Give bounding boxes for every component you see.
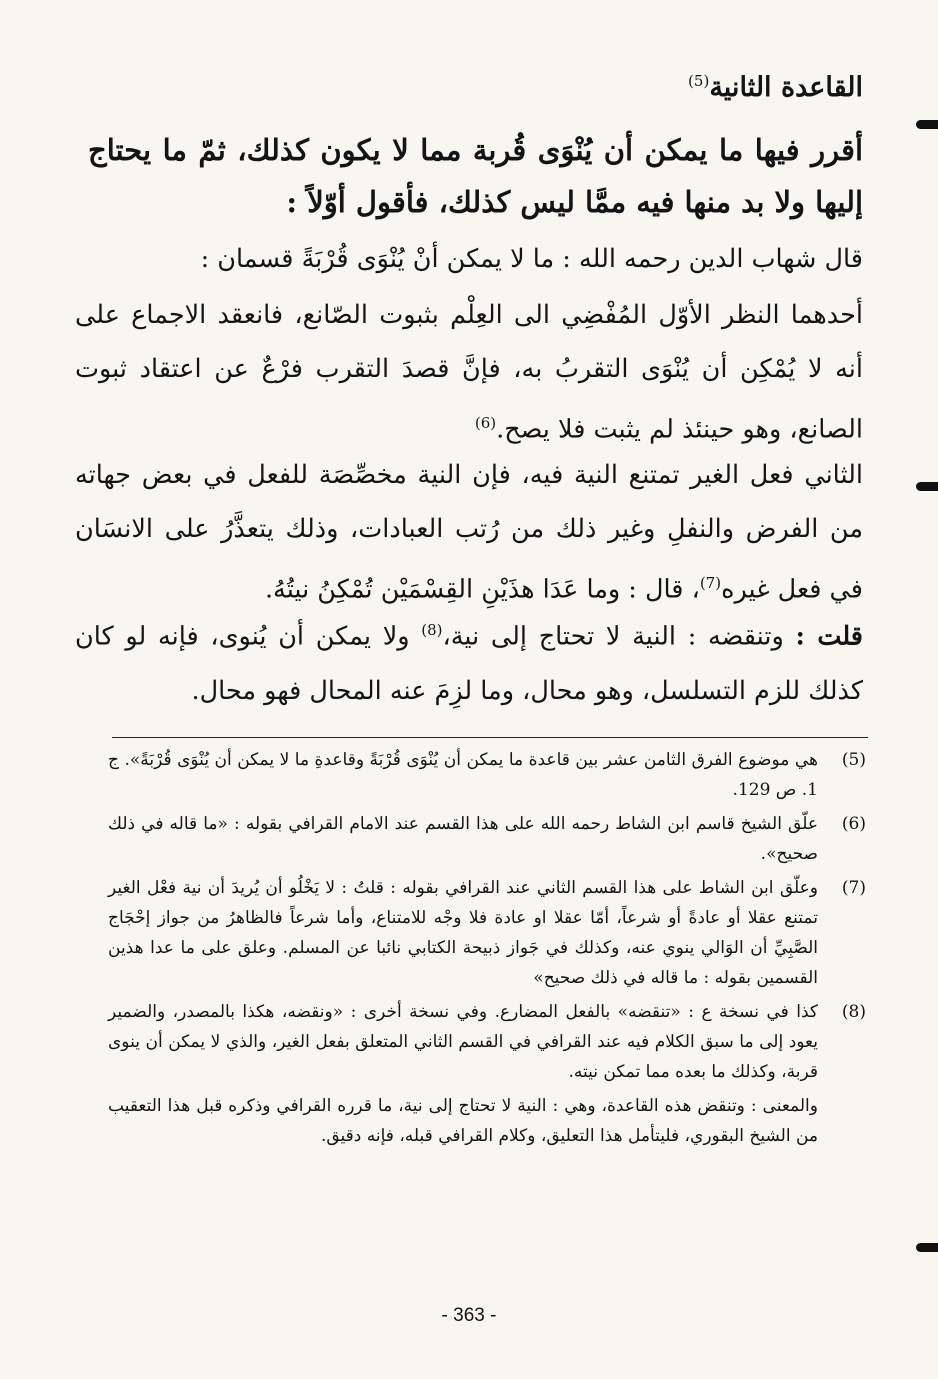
heading-title: القاعدة الثانية: [709, 72, 863, 103]
footnote-number: (7): [841, 878, 866, 898]
footnote-number: (6): [841, 814, 866, 834]
paragraph-2-note-ref: (6): [474, 414, 497, 432]
paragraph-1: قال شهاب الدين رحمه الله : ما لا يمكن أنْ يُنْوَى قُرْبَةً قسمان :: [200, 244, 863, 274]
paragraph-3-text-b: ، قال : وما عَدَا هذَيْنِ القِسْمَيْن تُمْكِنُ نيتُهُ.: [264, 574, 700, 605]
paragraph-4: [75, 603, 863, 718]
paragraph-2: [75, 288, 863, 457]
footnote-text: كذا في نسخة ع : «تنقضه» بالفعل المضارع. وفي نسخة أخرى : «ونقضه، هكذا بالمصدر، والضمير يعود إلى ما سبق الكلام فيه عند القرافي في القسم الثاني المتعلق بفعل الغير، والذي لا يمكن أن ينوى قربة، وكذلك ما بعده مما تمكن نيته.: [108, 1002, 818, 1082]
footnote-divider: [112, 737, 868, 738]
footnote-5: [108, 745, 866, 805]
paragraph-3-note-ref: (7): [699, 574, 722, 592]
footnote-8-continuation: والمعنى : وتنقض هذه القاعدة، وهي : النية لا تحتاج إلى نية، ما قرره القرافي وذكره قبل هذا التعقيب من الشيخ البقوري، فليتأمل هذا التعليق، وكلام القرافي قبله، فإنه دقيق.: [108, 1096, 818, 1146]
heading-note-ref: (5): [688, 72, 710, 90]
footnote-text: وعلّق ابن الشاط على هذا القسم الثاني عند القرافي بقوله : قلتُ : لا يَخْلُو أن يُريدَ أن نية فعْل الغير تمتنع عقلا أو عادةً أو شرعاً، أمّا عقلا او عادة فلا وجْه للامتناع، وأما شرعاً فالظاهرُ من جواز إحْجَاج الصَّبِيِّ أن الوَالي ينوي عنه، وكذلك في جَواز ذبيحة الكتابي نائبا عن المسلم. وعلق على ما عدا هذين القسمين بقوله : ما قاله في ذلك صحيح»: [108, 878, 818, 988]
paragraph-4-text-b: ولا يمكن أن يُنوى، فإنه لو كان كذلك للزم التسلسل، وهو محال، وما لزِمَ عنه المحال فهو محال.: [75, 621, 863, 706]
paragraph-4-note-ref: (8): [421, 621, 443, 639]
paragraph-4-lead: قلت :: [795, 621, 863, 652]
footnote-6: [108, 809, 866, 869]
paragraph-2-text: أحدهما النظر الأوّل المُفْضِي الى العِلْم بثبوت الصّانع، فانعقد الاجماع على أنه لا يُمْكِن أن يُنْوَى التقربُ به، فإنَّ قصدَ التقرب فرْعٌ عن اعتقاد ثبوت الصانع، وهو حينئذ لم يثبت فلا يصح.: [75, 300, 863, 445]
footnote-number: (5): [841, 750, 866, 770]
footnote-7: [108, 873, 866, 993]
footnotes: [108, 745, 866, 1151]
margin-mark: [916, 1243, 938, 1252]
margin-mark: [916, 482, 938, 491]
paragraph-3: [75, 448, 863, 617]
paragraph-3-text-a: الثاني فعل الغير تمتنع النية فيه، فإن النية مخصِّصَة للفعل في بعض جهاته من الفرض والنفلِ وغير ذلك من رُتب العبادات، وذلك يتعذَّرُ على الانسَان في فعل غيره: [75, 460, 863, 605]
footnote-number: (8): [841, 1002, 866, 1022]
paragraph-4-text-a: وتنقضه : النية لا تحتاج إلى نية،: [442, 621, 796, 652]
page-number: - 363 -: [441, 1305, 497, 1326]
footnote-text: علّق الشيخ قاسم ابن الشاط رحمه الله على هذا القسم عند الامام القرافي بقوله : «ما قاله في ذلك صحيح».: [108, 814, 818, 864]
margin-mark: [916, 120, 938, 129]
intro-paragraph: أقرر فيها ما يمكن أن يُنْوَى قُربة مما لا يكون كذلك، ثمّ ما يحتاج إليها ولا بد منها فيه ممَّا ليس كذلك، فأقول أوّلاً :: [88, 133, 864, 219]
footnote-8: [108, 997, 866, 1087]
footnote-text: هي موضوع الفرق الثامن عشر بين قاعدة ما يمكن أن يُنْوَى قُرْبَةً وقاعدةِ ما لا يمكن أن يُنْوَى قُرْبَةً». ج 1. ص 129.: [108, 750, 818, 800]
section-heading: [73, 72, 863, 103]
